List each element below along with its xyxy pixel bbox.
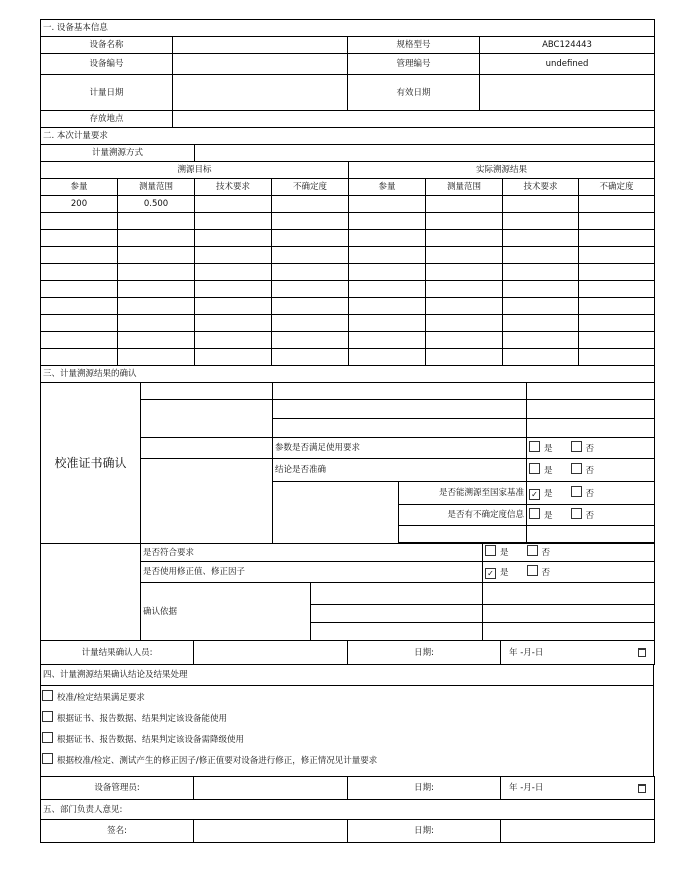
cell[interactable] <box>118 349 195 366</box>
correction-question: 是否使用修正值、修正因子 <box>141 562 483 583</box>
conclusion-answer <box>527 459 655 482</box>
checkbox-no[interactable] <box>527 565 538 576</box>
cell[interactable] <box>527 400 655 419</box>
cell[interactable] <box>349 230 426 247</box>
cell[interactable] <box>272 349 349 366</box>
traceable-question: 是否能溯源至国家基准 <box>399 482 527 505</box>
cell[interactable] <box>399 526 527 543</box>
cell[interactable] <box>118 332 195 349</box>
cell[interactable]: 200 <box>41 196 118 213</box>
location-label: 存放地点 <box>41 111 173 128</box>
table-row <box>41 281 655 298</box>
sign-label: 签名: <box>41 820 194 843</box>
basis-label: 确认依据 <box>141 583 311 641</box>
cell[interactable] <box>426 264 503 281</box>
cell[interactable] <box>195 281 272 298</box>
cell[interactable] <box>349 315 426 332</box>
no-label: 否 <box>585 465 595 476</box>
cell[interactable] <box>195 213 272 230</box>
uncertainty-answer <box>527 505 655 526</box>
cell[interactable] <box>272 196 349 213</box>
mgmt-code-field[interactable]: undefined <box>480 54 655 75</box>
cell[interactable] <box>272 213 349 230</box>
cell[interactable] <box>195 196 272 213</box>
section-dept-opinion <box>40 799 655 843</box>
option-label: 根据证书、报告数据、结果判定该设备能使用 <box>57 714 228 724</box>
table-row <box>41 332 655 349</box>
option-item <box>41 732 653 753</box>
cert-confirm-label: 校准证书确认 <box>41 383 141 544</box>
cell[interactable] <box>118 213 195 230</box>
option-label: 根据校准/检定、测试产生的修正因子/修正值要对设备进行修正，修正情况见计量要求 <box>57 756 378 766</box>
table-row <box>41 196 655 213</box>
option-checkbox[interactable] <box>42 690 53 701</box>
cell[interactable] <box>426 281 503 298</box>
header-uncert-actual: 不确定度 <box>579 179 655 196</box>
yes-label: 是 <box>544 510 553 521</box>
cell[interactable] <box>503 349 579 366</box>
cell[interactable] <box>195 298 272 315</box>
section-requirements <box>40 127 655 366</box>
cell[interactable] <box>195 315 272 332</box>
conformance-blank <box>41 544 141 641</box>
cell[interactable] <box>503 332 579 349</box>
cell[interactable] <box>349 247 426 264</box>
traceable-answer <box>527 482 655 505</box>
cell[interactable]: 0.500 <box>118 196 195 213</box>
section4-title: 四、计量溯源结果确认结论及结果处理 <box>41 665 654 686</box>
checkbox-yes[interactable] <box>485 545 496 556</box>
table-row <box>41 213 655 230</box>
cell[interactable] <box>503 264 579 281</box>
mgmt-code-label: 管理编号 <box>348 54 480 75</box>
cell[interactable] <box>579 213 655 230</box>
cell[interactable] <box>503 213 579 230</box>
cell[interactable] <box>579 315 655 332</box>
section-conformance <box>40 543 655 641</box>
cell[interactable] <box>272 298 349 315</box>
model-label: 规格型号 <box>348 37 480 54</box>
option-label: 校准/检定结果满足要求 <box>57 693 145 703</box>
conform-answer <box>483 544 655 562</box>
cell[interactable] <box>41 298 118 315</box>
checkbox-no[interactable] <box>527 545 538 556</box>
actual-label: 实际溯源结果 <box>349 162 655 179</box>
device-code-label: 设备编号 <box>41 54 173 75</box>
cell[interactable] <box>579 247 655 264</box>
checkbox-yes[interactable] <box>529 463 540 474</box>
device-name-field[interactable] <box>173 37 348 54</box>
param-answer <box>527 438 655 459</box>
manager-date-label: 日期: <box>348 777 501 800</box>
header-param: 参量 <box>41 179 118 196</box>
cell[interactable] <box>579 349 655 366</box>
manager-field[interactable] <box>194 777 348 800</box>
cal-date-field[interactable] <box>173 75 348 111</box>
cell[interactable] <box>483 623 655 641</box>
cell[interactable] <box>118 281 195 298</box>
valid-date-field[interactable] <box>480 75 655 111</box>
section2-title: 二. 本次计量要求 <box>41 128 655 145</box>
cell[interactable] <box>426 349 503 366</box>
cell[interactable] <box>272 230 349 247</box>
dept-date-label: 日期: <box>348 820 501 843</box>
cell[interactable] <box>311 583 483 605</box>
checkbox-yes[interactable] <box>529 508 540 519</box>
cell[interactable] <box>41 349 118 366</box>
confirm-date-placeholder: 年 -月-日 <box>509 647 544 658</box>
cell[interactable] <box>141 438 273 459</box>
section5-title: 五、部门负责人意见: <box>41 800 655 820</box>
cell[interactable] <box>118 298 195 315</box>
option-item <box>41 711 653 732</box>
cell[interactable] <box>503 298 579 315</box>
option-item <box>41 690 653 711</box>
cell[interactable] <box>349 349 426 366</box>
conclusion-options <box>41 686 654 777</box>
option-checkbox[interactable] <box>42 711 53 722</box>
valid-date-label: 有效日期 <box>348 75 480 111</box>
checkbox-yes-checked[interactable]: ✓ <box>485 568 496 579</box>
cell[interactable] <box>527 526 655 543</box>
header-range: 测量范围 <box>118 179 195 196</box>
cal-date-label: 计量日期 <box>41 75 173 111</box>
table-row <box>41 349 655 366</box>
confirm-person-label: 计量结果确认人员: <box>41 641 194 665</box>
section-basic-info <box>40 19 655 128</box>
checkbox-no[interactable] <box>571 441 582 452</box>
cell[interactable] <box>426 213 503 230</box>
cell[interactable] <box>349 213 426 230</box>
cell[interactable] <box>118 264 195 281</box>
checkbox-no[interactable] <box>571 486 582 497</box>
cell[interactable] <box>195 230 272 247</box>
cell[interactable] <box>349 332 426 349</box>
cell[interactable] <box>273 400 527 419</box>
cell[interactable] <box>195 247 272 264</box>
cell[interactable] <box>503 230 579 247</box>
cell[interactable] <box>141 383 273 400</box>
confirm-date-input[interactable] <box>501 641 655 665</box>
yes-label: 是 <box>544 443 553 454</box>
table-row <box>41 298 655 315</box>
cell[interactable] <box>579 281 655 298</box>
header-uncert: 不确定度 <box>272 179 349 196</box>
cell[interactable] <box>273 419 527 438</box>
cell[interactable] <box>41 230 118 247</box>
no-label: 否 <box>541 567 551 578</box>
cell[interactable] <box>311 623 483 641</box>
cell[interactable] <box>273 383 527 400</box>
table-row <box>41 264 655 281</box>
calendar-icon[interactable] <box>638 648 646 657</box>
option-label: 根据证书、报告数据、结果判定该设备需降级使用 <box>57 735 245 745</box>
cell[interactable] <box>483 583 655 605</box>
section-confirmation <box>40 365 655 544</box>
checkbox-no[interactable] <box>571 508 582 519</box>
confirm-person-field[interactable] <box>194 641 348 665</box>
cell[interactable] <box>118 315 195 332</box>
uncertainty-question: 是否有不确定度信息 <box>399 505 527 526</box>
confirm-date-label: 日期: <box>348 641 501 665</box>
table-row <box>41 230 655 247</box>
manager-signoff <box>40 776 655 800</box>
manager-label: 设备管理员: <box>41 777 194 800</box>
cell[interactable] <box>579 332 655 349</box>
cell[interactable] <box>118 230 195 247</box>
cell[interactable] <box>41 332 118 349</box>
form-frame <box>40 19 654 843</box>
confirm-signoff <box>40 640 655 665</box>
cell[interactable] <box>579 298 655 315</box>
no-label: 否 <box>541 548 551 558</box>
header-tech: 技术要求 <box>195 179 272 196</box>
checkbox-yes-checked[interactable]: ✓ <box>529 489 540 500</box>
cell[interactable] <box>426 247 503 264</box>
cell[interactable] <box>349 264 426 281</box>
no-label: 否 <box>585 488 595 499</box>
cell[interactable] <box>195 349 272 366</box>
cell[interactable] <box>195 332 272 349</box>
header-param-actual: 参量 <box>349 179 426 196</box>
cell[interactable] <box>273 482 399 544</box>
header-range-actual: 测量范围 <box>426 179 503 196</box>
device-name-label: 设备名称 <box>41 37 173 54</box>
cell[interactable] <box>272 315 349 332</box>
cell[interactable] <box>579 264 655 281</box>
location-field[interactable] <box>173 111 655 128</box>
header-tech-actual: 技术要求 <box>503 179 579 196</box>
no-label: 否 <box>585 510 595 521</box>
cell[interactable] <box>41 264 118 281</box>
cell[interactable] <box>527 383 655 400</box>
section-conclusion <box>40 664 654 777</box>
param-question: 参数是否满足使用要求 <box>273 438 527 459</box>
conform-question: 是否符合要求 <box>141 544 483 562</box>
cell[interactable] <box>41 315 118 332</box>
cell[interactable] <box>272 247 349 264</box>
yes-label: 是 <box>500 548 509 558</box>
cell[interactable] <box>272 281 349 298</box>
cell[interactable] <box>426 230 503 247</box>
cell[interactable] <box>426 298 503 315</box>
checkbox-no[interactable] <box>571 463 582 474</box>
cell[interactable] <box>41 281 118 298</box>
cell[interactable] <box>349 281 426 298</box>
cell[interactable] <box>527 419 655 438</box>
cell[interactable] <box>272 332 349 349</box>
target-label: 溯源目标 <box>41 162 349 179</box>
option-checkbox[interactable] <box>42 732 53 743</box>
cell[interactable] <box>272 264 349 281</box>
cell[interactable] <box>41 213 118 230</box>
cell[interactable] <box>579 196 655 213</box>
cell[interactable] <box>426 196 503 213</box>
cell[interactable] <box>349 196 426 213</box>
section3-title: 三、计量溯源结果的确认 <box>41 366 655 383</box>
cell[interactable] <box>426 315 503 332</box>
correction-answer <box>483 562 655 583</box>
yes-label: 是 <box>544 465 553 476</box>
option-checkbox[interactable] <box>42 753 53 764</box>
cell[interactable] <box>483 605 655 623</box>
no-label: 否 <box>585 443 595 454</box>
cell[interactable] <box>349 298 426 315</box>
cell[interactable] <box>118 247 195 264</box>
table-row <box>41 315 655 332</box>
cell[interactable] <box>503 196 579 213</box>
manager-date-input[interactable] <box>501 777 655 800</box>
yes-label: 是 <box>544 488 553 499</box>
cell[interactable] <box>503 315 579 332</box>
cell[interactable] <box>141 459 273 544</box>
cell[interactable] <box>426 332 503 349</box>
option-item <box>41 753 653 774</box>
yes-label: 是 <box>500 567 509 578</box>
device-code-field[interactable] <box>173 54 348 75</box>
cell[interactable] <box>579 230 655 247</box>
checkbox-yes[interactable] <box>529 441 540 452</box>
sign-field[interactable] <box>194 820 348 843</box>
conclusion-question: 结论是否准确 <box>273 459 527 482</box>
cell[interactable] <box>311 605 483 623</box>
cell[interactable] <box>503 247 579 264</box>
manager-date-placeholder: 年 -月-日 <box>509 783 544 793</box>
calendar-icon[interactable] <box>638 784 646 793</box>
model-field[interactable]: ABC124443 <box>480 37 655 54</box>
cell[interactable] <box>141 400 273 438</box>
dept-date-field[interactable] <box>501 820 655 843</box>
cell[interactable] <box>503 281 579 298</box>
method-label: 计量溯源方式 <box>41 145 195 162</box>
section1-title: 一. 设备基本信息 <box>41 20 655 37</box>
method-field[interactable] <box>195 145 655 162</box>
cell[interactable] <box>41 247 118 264</box>
table-row <box>41 247 655 264</box>
req-header-row <box>41 179 655 196</box>
cell[interactable] <box>195 264 272 281</box>
